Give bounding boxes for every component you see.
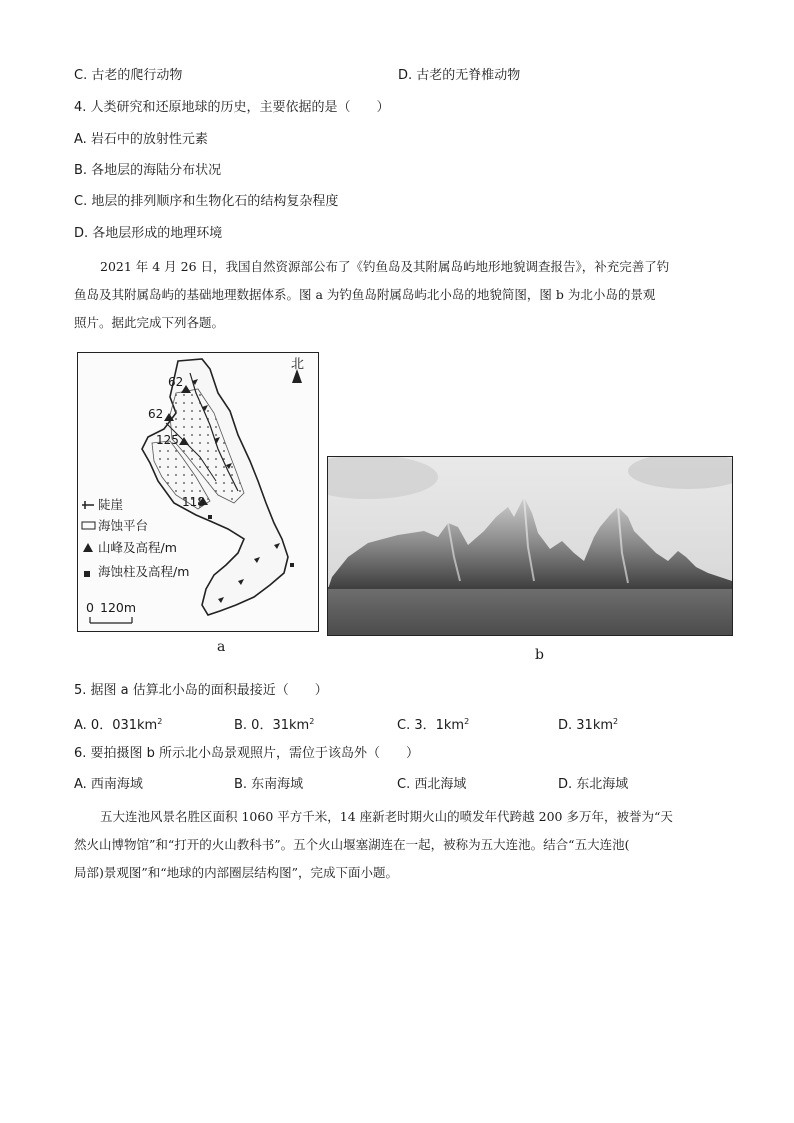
q6-option-b: B. 东南海域: [234, 777, 304, 792]
q6-option-c: C. 西北海域: [397, 777, 467, 792]
legend-wave-cut-platform: 海蚀平台: [98, 518, 149, 533]
q5-option-b: B. 0．$31km^2$: [234, 717, 315, 733]
island-photo-drawing: [328, 457, 732, 635]
north-arrow-icon: [288, 367, 304, 385]
elevation-label: 62: [148, 407, 164, 421]
q5-option-d: D. $31km^2$: [558, 717, 619, 733]
passage-diaoyu-line1: 2021 年 4 月 26 日，我国自然资源部公布了《钓鱼岛及其附属岛屿地形地貌调查报告》，补充完善了钓: [100, 259, 670, 274]
legend-peak-elevation: 山峰及高程/m: [98, 540, 177, 555]
q6-option-d: D. 东北海域: [558, 777, 629, 792]
passage-diaoyu-line3: 照片。据此完成下列各题。: [74, 315, 225, 330]
scale-label: 120m: [100, 600, 137, 615]
q3-option-c: C. 古老的爬行动物: [74, 68, 183, 83]
q6-stem: 6. 要拍摄图 b 所示北小岛景观照片，需位于该岛外（ ）: [74, 746, 420, 761]
q5-option-a: A. 0．$031km^2$: [74, 717, 163, 733]
figure-b-landscape-photo: [327, 456, 733, 636]
q4-option-a: A. 岩石中的放射性元素: [74, 132, 208, 147]
elevation-label: 118: [182, 495, 205, 509]
q4-stem: 4. 人类研究和还原地球的历史，主要依据的是（ ）: [74, 100, 390, 115]
q4-option-c: C. 地层的排列顺序和生物化石的结构复杂程度: [74, 194, 339, 209]
passage-diaoyu: [74, 253, 730, 337]
north-label: 北: [291, 357, 305, 372]
elevation-label: 125: [156, 433, 179, 447]
scale-zero: 0: [86, 600, 94, 615]
legend-cliff: 陡崖: [98, 497, 124, 512]
q4-option-d: D. 各地层形成的地理环境: [74, 226, 223, 241]
figure-a-landform-map: [77, 352, 319, 632]
q6-option-a: A. 西南海域: [74, 777, 143, 792]
elevation-label: 62: [168, 375, 184, 389]
passage-wudalianchi-line3: 局部)景观图”和“地球的内部圈层结构图”，完成下面小题。: [74, 865, 399, 880]
passage-diaoyu-line2: 鱼岛及其附属岛屿的基础地理数据体系。图 a 为钓鱼岛附属岛屿北小岛的地貌简图，图 b 为北小岛的景观: [74, 287, 656, 302]
passage-wudalianchi-line1: 五大连池风景名胜区面积 1060 平方千米，14 座新老时期火山的喷发年代跨越 200 多万年，被誉为“天: [100, 809, 673, 824]
q3-option-d: D. 古老的无脊椎动物: [398, 68, 521, 83]
q4-option-b: B. 各地层的海陆分布状况: [74, 163, 222, 178]
passage-wudalianchi-line2: 然火山博物馆”和“打开的火山教科书”。五个火山堰塞湖连在一起，被称为五大连池。结合“五大连池(: [74, 837, 630, 852]
passage-wudalianchi: [74, 803, 730, 887]
legend-sea-stack-elevation: 海蚀柱及高程/m: [98, 564, 190, 579]
q5-stem: 5. 据图 a 估算北小岛的面积最接近（ ）: [74, 683, 328, 698]
figure-b-caption: b: [535, 647, 544, 663]
figure-a-caption: a: [217, 639, 226, 655]
island-outline-drawing: [78, 353, 318, 631]
q5-option-c: C. 3．$1km^2$: [397, 717, 470, 733]
